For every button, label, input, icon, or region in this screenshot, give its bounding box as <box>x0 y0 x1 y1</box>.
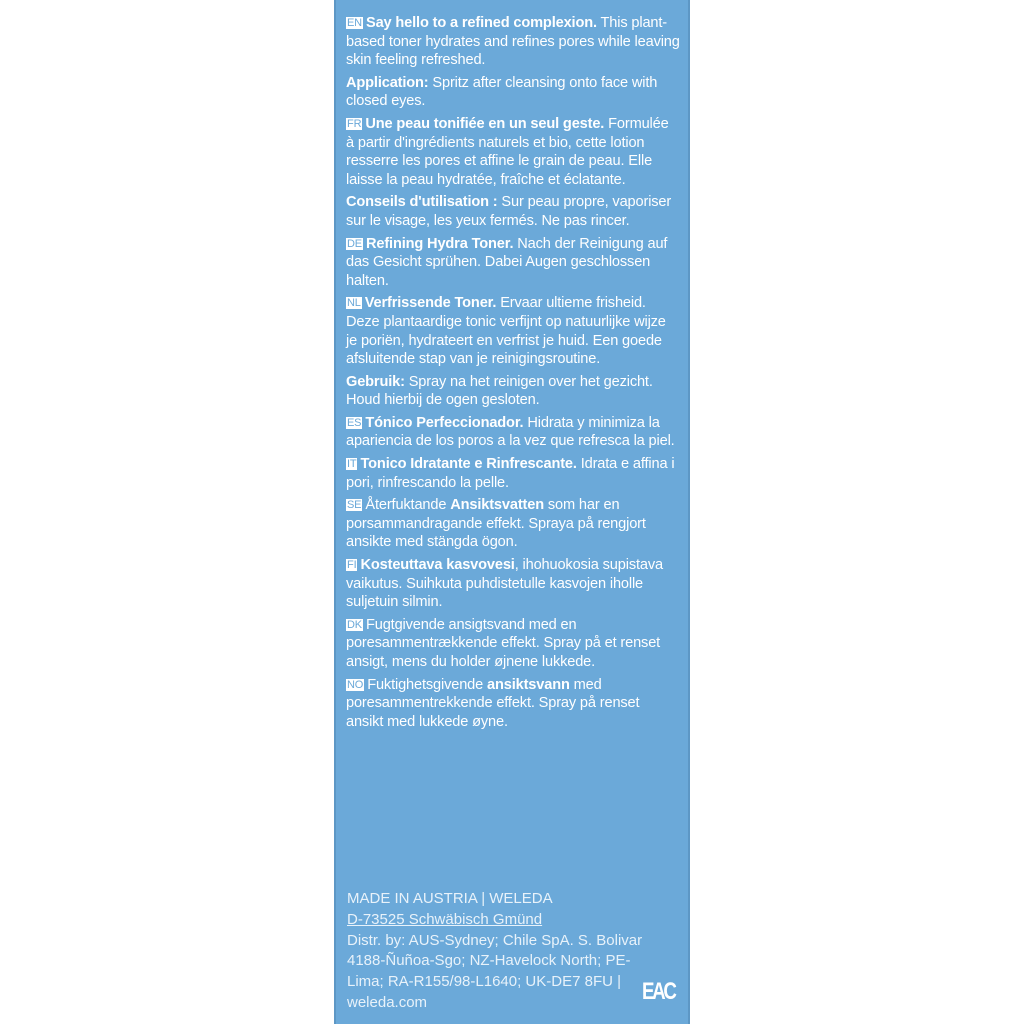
manufacturer-info <box>347 889 647 1014</box>
language-tag: SE <box>347 499 362 512</box>
section-prefix: Fuktighetsgivende <box>367 676 488 693</box>
section-de <box>346 235 680 291</box>
section-text: med poresammentrekkende effekt. Spray på renset ansikt med lukkede øyne. <box>346 676 640 730</box>
section-heading: Application: <box>346 74 429 91</box>
section-se <box>346 496 680 552</box>
section-fi <box>346 556 680 612</box>
section-text: Hidrata y minimiza la apariencia de los poros a la vez que refresca la piel. <box>346 414 675 450</box>
section-es <box>346 414 680 451</box>
section-text: som har en porsammandragande effekt. Spraya på rengjort ansikte med stängda ögon. <box>346 497 646 551</box>
distributor-info: Distr. by: AUS-Sydney; Chile SpA. S. Bolivar 4188-Ñuñoa-Sgo; NZ-Havelock North; PE-Lima; RA-R155/98-L1640; UK-DE7 8FU | weleda.com <box>347 931 643 1011</box>
multilingual-description <box>346 14 680 735</box>
section-text: Sur peau propre, vaporiser sur le visage, les yeux fermés. Ne pas rincer. <box>346 194 672 229</box>
panel-left-edge <box>334 0 336 1024</box>
section-text: Formulée à partir d'ingrédients naturels et bio, cette lotion resserre les pores et affine le grain de peau. Elle laisse la peau hydratée, fraîche et éclatante. <box>346 115 669 188</box>
section-prefix: Återfuktande <box>365 497 451 514</box>
section-text: Nach der Reinigung auf das Gesicht sprühen. Dabei Augen geschlossen halten. <box>346 235 668 289</box>
language-tag: ES <box>347 416 362 429</box>
section-text: Spritz after cleansing onto face with closed eyes. <box>346 74 658 110</box>
section-heading: Gebruik: <box>346 373 405 390</box>
section-heading: Refining Hydra Toner. <box>365 235 514 252</box>
section-nl <box>346 294 680 368</box>
made-in-line: MADE IN AUSTRIA | WELEDA <box>347 890 553 907</box>
language-tag: EN <box>347 17 362 29</box>
section-dk <box>346 616 680 672</box>
section-it <box>346 455 680 492</box>
section-en-application <box>346 74 680 111</box>
section-text: This plant-based toner hydrates and refines pores while leaving skin feeling refreshed. <box>346 15 680 69</box>
section-text: , ihohuokosia supistava vaikutus. Suihkuta puhdistetulle kasvojen iholle suljetuin silmin. <box>346 557 663 611</box>
section-en <box>346 14 680 70</box>
language-tag: DE <box>347 237 362 250</box>
packaging-panel <box>334 0 690 1024</box>
section-heading: Une peau tonifiée en un seul geste. <box>365 115 605 132</box>
section-heading: Tónico Perfeccionador. <box>365 414 524 431</box>
section-heading: Tonico Idratante e Rinfrescante. <box>360 456 577 473</box>
section-fr-usage <box>346 193 680 230</box>
language-tag: IT <box>347 458 357 471</box>
section-text: Spray na het reinigen over het gezicht. Houd hierbij de ogen gesloten. <box>346 373 653 409</box>
section-no <box>346 676 680 732</box>
section-text: Idrata e affina i pori, rinfrescando la pelle. <box>346 456 675 491</box>
section-heading: ansiktsvann <box>487 676 570 693</box>
language-tag: NO <box>347 678 364 691</box>
section-heading: Say hello to a refined complexion. <box>365 15 597 31</box>
section-heading: Kosteuttava kasvovesi <box>360 557 515 574</box>
section-fr <box>346 115 680 189</box>
panel-right-edge <box>688 0 690 1024</box>
section-text: Ervaar ultieme frisheid. Deze plantaardige tonic verfijnt op natuurlijke wijze je poriën, hydrateert en verfrist je huid. Een goede afsluitende stap van je reinigingsroutine. <box>346 295 666 368</box>
section-text: Fugtgivende ansigtsvand med en poresammentrækkende effekt. Spray på et renset ansigt, mens du holder øjnene lukkede. <box>346 616 661 670</box>
language-tag: DK <box>347 618 362 631</box>
section-nl-usage <box>346 373 680 410</box>
address-line: D-73525 Schwäbisch Gmünd <box>347 910 543 928</box>
language-tag: NL <box>347 297 361 310</box>
section-heading: Conseils d'utilisation : <box>346 194 498 211</box>
language-tag: FR <box>347 117 362 130</box>
section-heading: Verfrissende Toner. <box>364 295 497 312</box>
language-tag: FI <box>347 559 357 572</box>
section-heading: Ansiktsvatten <box>450 497 544 514</box>
eac-certification-mark: EAC <box>642 978 675 1005</box>
